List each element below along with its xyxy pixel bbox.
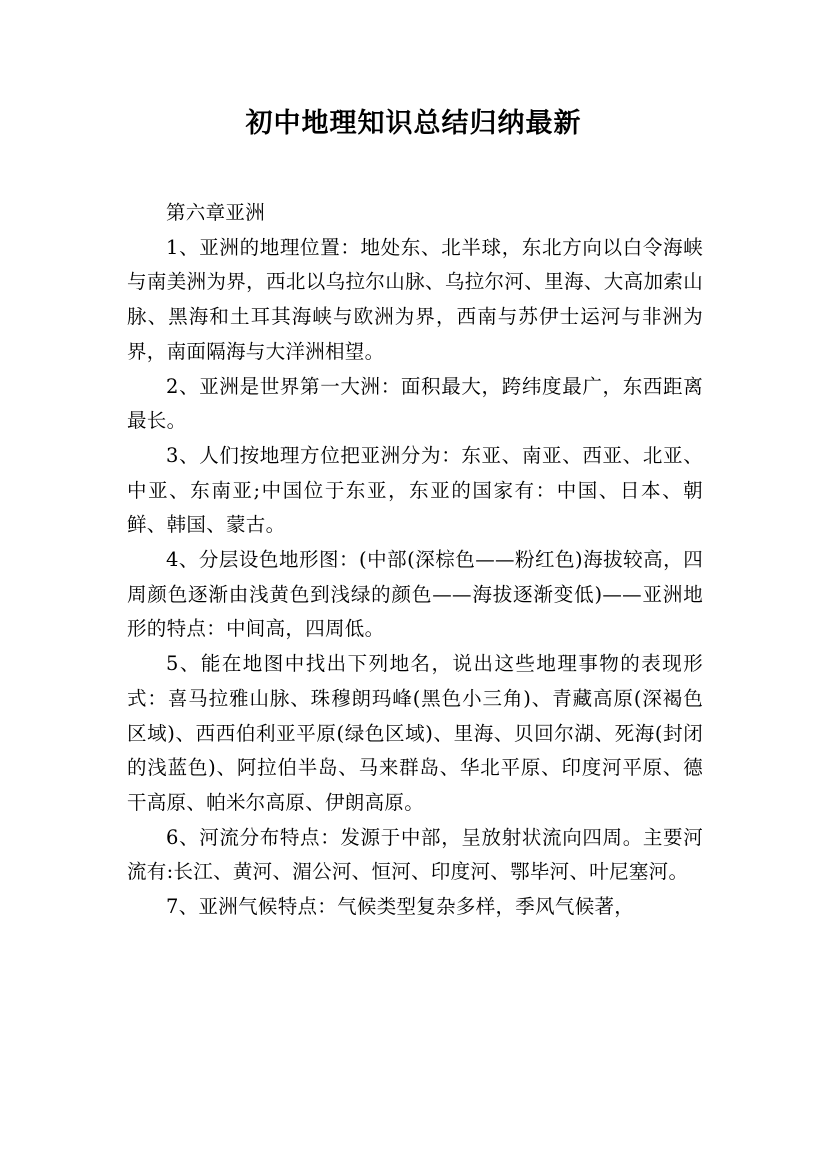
paragraph-6: 6、河流分布特点：发源于中部，呈放射状流向四周。主要河流有:长江、黄河、湄公河、恒河、印度河、鄂毕河、叶尼塞河。: [127, 825, 703, 884]
paragraph-4: 4、分层设色地形图：(中部(深棕色——粉红色)海拔较高，四周颜色逐渐由浅黄色到浅绿的颜色——海拔逐渐变低)——亚洲地形的特点：中间高，四周低。: [127, 548, 703, 641]
paragraph-3: 3、人们按地理方位把亚洲分为：东亚、南亚、西亚、北亚、中亚、东南亚;中国位于东亚，东亚的国家有：中国、日本、朝鲜、韩国、蒙古。: [127, 443, 703, 537]
paragraph-2: 2、亚洲是世界第一大洲：面积最大，跨纬度最广，东西距离最长。: [127, 374, 703, 433]
document-body: [127, 196, 703, 925]
paragraph-7: 7、亚洲气候特点：气候类型复杂多样，季风气候著，: [166, 895, 635, 919]
chapter-heading: 第六章亚洲: [166, 201, 266, 224]
document-title: 初中地理知识总结归纳最新: [245, 108, 582, 139]
paragraph-5: 5、能在地图中找出下列地名，说出这些地理事物的表现形式：喜马拉雅山脉、珠穆朗玛峰(黑色小三角)、青藏高原(深褐色区域)、西西伯利亚平原(绿色区域)、里海、贝回尔湖、死海(封闭的浅蓝色)、阿拉伯半岛、马来群岛、华北平原、印度河平原、德干高原、帕米尔高原、伊朗高原。: [127, 652, 703, 814]
paragraph-1: 1、亚洲的地理位置：地处东、北半球，东北方向以白令海峡与南美洲为界，西北以乌拉尔山脉、乌拉尔河、里海、大高加索山脉、黑海和土耳其海峡与欧洲为界，西南与苏伊士运河与非洲为界，南面隔海与大洋洲相望。: [127, 235, 703, 363]
